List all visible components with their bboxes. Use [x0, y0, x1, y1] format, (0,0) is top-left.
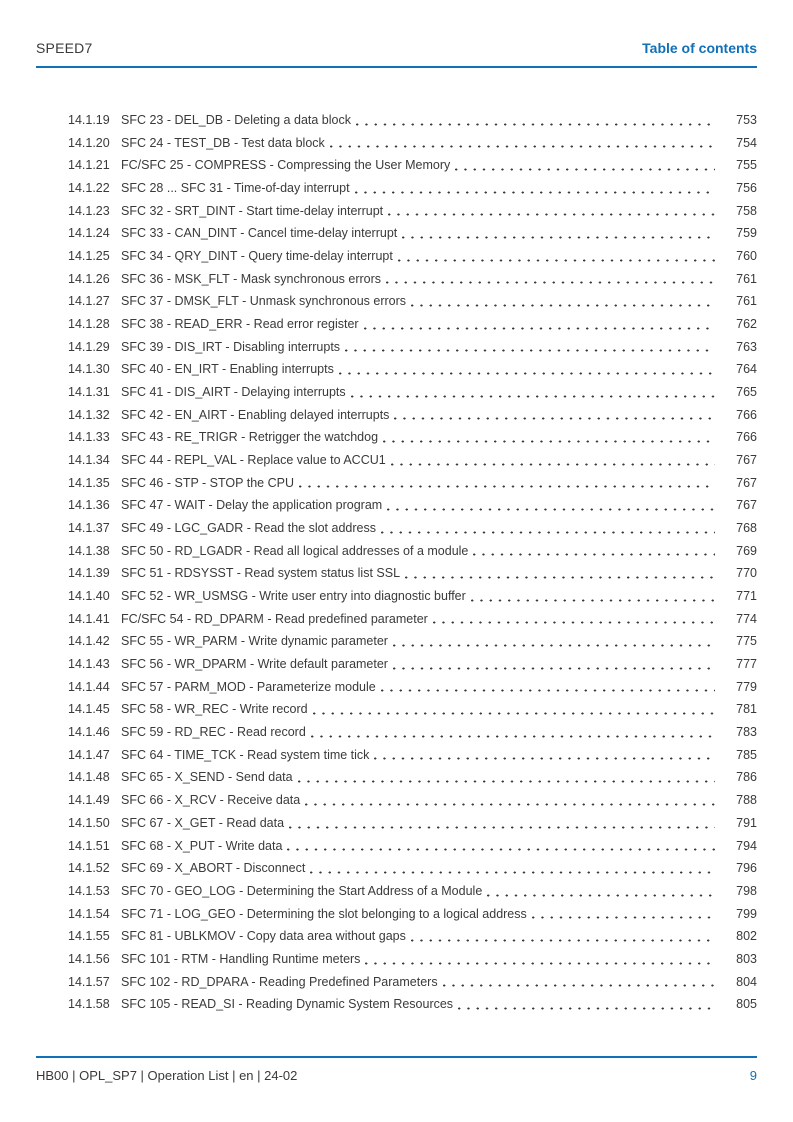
toc-entry[interactable]: [36, 630, 757, 653]
toc-entry[interactable]: [36, 766, 757, 789]
toc-entry-title: SFC 81 - UBLKMOV - Copy data area without gaps: [121, 929, 406, 944]
toc-entry[interactable]: [36, 880, 757, 903]
header-section-title: Table of contents: [642, 40, 757, 56]
toc-entry-title: SFC 52 - WR_USMSG - Write user entry into diagnostic buffer: [121, 589, 466, 604]
toc-entry-page: 754: [736, 135, 757, 150]
toc-entry-title: SFC 37 - DMSK_FLT - Unmask synchronous errors: [121, 294, 407, 309]
toc-entry-page: 758: [736, 203, 757, 218]
toc-entry-page: 770: [736, 566, 757, 581]
toc-entry-page: 755: [736, 158, 757, 173]
toc-entry-title: SFC 28 ... SFC 31 - Time-of-day interrupt: [121, 181, 350, 196]
toc-dot-leader: [354, 109, 715, 132]
toc-entry-page: 779: [736, 679, 757, 694]
toc-entry[interactable]: [36, 449, 757, 472]
toc-entry-page: 767: [736, 453, 757, 468]
toc-entry[interactable]: [36, 290, 757, 313]
toc-dot-leader: [303, 789, 715, 812]
toc-entry-number: 14.1.27: [68, 294, 110, 309]
toc-entry-title: SFC 49 - LGC_GADR - Read the slot address: [121, 521, 376, 536]
toc-entry-title: SFC 65 - X_SEND - Send data: [121, 770, 293, 785]
toc-entry[interactable]: [36, 948, 757, 971]
toc-entry-title: SFC 67 - X_GET - Read data: [121, 815, 285, 830]
toc-entry-number: 14.1.32: [68, 407, 110, 422]
toc-dot-leader: [409, 925, 715, 948]
toc-entry[interactable]: [36, 993, 757, 1016]
toc-entry[interactable]: [36, 358, 757, 381]
toc-entry-page: 753: [736, 113, 757, 127]
toc-dot-leader: [285, 835, 715, 858]
toc-entry-page: 777: [736, 657, 757, 672]
toc-entry-page: 766: [736, 430, 757, 445]
toc-entry-page: 771: [736, 589, 757, 604]
toc-dot-leader: [530, 903, 715, 926]
toc-entry-title: SFC 36 - MSK_FLT - Mask synchronous errors: [121, 271, 382, 286]
toc-entry-number: 14.1.47: [68, 747, 110, 762]
toc-entry-page: 763: [736, 339, 757, 354]
toc-dot-leader: [362, 313, 715, 336]
toc-dot-leader: [403, 562, 715, 585]
toc-entry-title: SFC 66 - X_RCV - Receive data: [121, 793, 301, 808]
toc-dot-leader: [287, 812, 715, 835]
page-footer: [36, 1068, 757, 1083]
toc-entry-title: SFC 24 - TEST_DB - Test data block: [121, 135, 325, 150]
toc-entry-number: 14.1.41: [68, 611, 110, 626]
toc-entry-title: SFC 39 - DIS_IRT - Disabling interrupts: [121, 339, 341, 354]
toc-list: [36, 109, 757, 1016]
toc-entry[interactable]: [36, 472, 757, 495]
toc-dot-leader: [389, 449, 715, 472]
toc-entry-number: 14.1.40: [68, 589, 110, 604]
toc-entry[interactable]: [36, 404, 757, 427]
toc-entry-number: 14.1.19: [68, 113, 110, 127]
toc-dot-leader: [385, 494, 715, 517]
toc-entry[interactable]: [36, 744, 757, 767]
toc-entry[interactable]: [36, 381, 757, 404]
toc-dot-leader: [379, 517, 715, 540]
toc-entry-title: SFC 51 - RDSYSST - Read system status list SSL: [121, 566, 401, 581]
toc-entry-title: SFC 59 - RD_REC - Read record: [121, 725, 306, 740]
toc-entry-title: SFC 101 - RTM - Handling Runtime meters: [121, 951, 361, 966]
toc-entry-number: 14.1.23: [68, 203, 110, 218]
toc-entry-number: 14.1.39: [68, 566, 110, 581]
toc-entry-title: SFC 102 - RD_DPARA - Reading Predefined Parameters: [121, 974, 438, 989]
toc-entry-number: 14.1.44: [68, 679, 110, 694]
toc-entry[interactable]: [36, 268, 757, 291]
toc-entry-title: SFC 70 - GEO_LOG - Determining the Start Address of a Module: [121, 883, 483, 898]
toc-entry-number: 14.1.22: [68, 181, 110, 196]
toc-dot-leader: [353, 177, 715, 200]
toc-entry-page: 765: [736, 385, 757, 400]
toc-entry-title: SFC 68 - X_PUT - Write data: [121, 838, 283, 853]
toc-entry-title: SFC 23 - DEL_DB - Deleting a data block: [121, 113, 351, 127]
toc-entry-page: 761: [736, 271, 757, 286]
toc-dot-leader: [409, 290, 715, 313]
toc-entry-number: 14.1.56: [68, 951, 110, 966]
toc-entry[interactable]: [36, 789, 757, 812]
toc-entry-page: 767: [736, 475, 757, 490]
toc-dot-leader: [469, 585, 715, 608]
toc-dot-leader: [343, 336, 715, 359]
toc-dot-leader: [349, 381, 715, 404]
toc-entry-page: 766: [736, 407, 757, 422]
toc-dot-leader: [456, 993, 715, 1016]
toc-entry-number: 14.1.25: [68, 249, 110, 264]
toc-entry-number: 14.1.20: [68, 135, 110, 150]
toc-dot-leader: [384, 268, 715, 291]
toc-dot-leader: [400, 222, 715, 245]
toc-entry-number: 14.1.30: [68, 362, 110, 377]
toc-entry-number: 14.1.43: [68, 657, 110, 672]
toc-entry-number: 14.1.50: [68, 815, 110, 830]
toc-dot-leader: [379, 676, 715, 699]
toc-entry-page: 788: [736, 793, 757, 808]
toc-entry[interactable]: [36, 698, 757, 721]
toc-entry-number: 14.1.33: [68, 430, 110, 445]
toc-entry[interactable]: [36, 245, 757, 268]
toc-entry-page: 761: [736, 294, 757, 309]
toc-entry-title: SFC 43 - RE_TRIGR - Retrigger the watchdog: [121, 430, 379, 445]
toc-dot-leader: [431, 608, 715, 631]
toc-entry[interactable]: [36, 835, 757, 858]
toc-entry-title: SFC 44 - REPL_VAL - Replace value to ACCU1: [121, 453, 386, 468]
toc-dot-leader: [441, 971, 715, 994]
toc-entry-title: SFC 34 - QRY_DINT - Query time-delay interrupt: [121, 249, 393, 264]
toc-entry-title: SFC 71 - LOG_GEO - Determining the slot belonging to a logical address: [121, 906, 527, 921]
toc-entry[interactable]: [36, 336, 757, 359]
toc-entry-page: 804: [736, 974, 757, 989]
toc-entry-number: 14.1.53: [68, 883, 110, 898]
toc-entry-number: 14.1.49: [68, 793, 110, 808]
toc-entry-title: SFC 46 - STP - STOP the CPU: [121, 475, 294, 490]
toc-entry-number: 14.1.42: [68, 634, 110, 649]
toc-dot-leader: [386, 200, 715, 223]
toc-dot-leader: [381, 426, 715, 449]
toc-entry-title: SFC 42 - EN_AIRT - Enabling delayed interrupts: [121, 407, 390, 422]
toc-entry-page: 799: [736, 906, 757, 921]
toc-entry[interactable]: [36, 313, 757, 336]
toc-entry-number: 14.1.54: [68, 906, 110, 921]
toc-entry-page: 767: [736, 498, 757, 513]
toc-entry-number: 14.1.37: [68, 521, 110, 536]
toc-entry-title: SFC 55 - WR_PARM - Write dynamic parameter: [121, 634, 388, 649]
toc-entry-page: 774: [736, 611, 757, 626]
toc-entry-title: SFC 58 - WR_REC - Write record: [121, 702, 308, 717]
toc-entry-page: 769: [736, 543, 757, 558]
toc-entry[interactable]: [36, 721, 757, 744]
toc-dot-leader: [308, 857, 715, 880]
toc-entry-page: 803: [736, 951, 757, 966]
toc-dot-leader: [311, 698, 715, 721]
toc-entry-title: SFC 50 - RD_LGADR - Read all logical addresses of a module: [121, 543, 469, 558]
toc-entry-number: 14.1.48: [68, 770, 110, 785]
toc-entry-number: 14.1.24: [68, 226, 110, 241]
toc-entry-title: SFC 32 - SRT_DINT - Start time-delay interrupt: [121, 203, 384, 218]
toc-entry-title: SFC 69 - X_ABORT - Disconnect: [121, 861, 306, 876]
toc-entry-page: 783: [736, 725, 757, 740]
footer-divider: [36, 1056, 757, 1058]
header-brand: SPEED7: [36, 40, 93, 56]
toc-entry[interactable]: [36, 608, 757, 631]
toc-entry-number: 14.1.26: [68, 271, 110, 286]
toc-entry[interactable]: [36, 562, 757, 585]
toc-entry-page: 768: [736, 521, 757, 536]
toc-dot-leader: [391, 630, 715, 653]
toc-entry[interactable]: [36, 177, 757, 200]
toc-entry[interactable]: [36, 676, 757, 699]
toc-entry-title: SFC 105 - READ_SI - Reading Dynamic System Resources: [121, 997, 454, 1012]
header-divider: [36, 66, 757, 68]
toc-entry[interactable]: [36, 109, 757, 132]
toc-entry[interactable]: [36, 653, 757, 676]
toc-entry-page: 805: [736, 997, 757, 1012]
toc-dot-leader: [363, 948, 715, 971]
toc-dot-leader: [485, 880, 715, 903]
toc-entry-page: 786: [736, 770, 757, 785]
footer-document-id: HB00 | OPL_SP7 | Operation List | en | 24-02: [36, 1068, 298, 1083]
toc-dot-leader: [471, 540, 715, 563]
toc-entry-title: SFC 33 - CAN_DINT - Cancel time-delay interrupt: [121, 226, 398, 241]
toc-entry-number: 14.1.36: [68, 498, 110, 513]
toc-entry-number: 14.1.38: [68, 543, 110, 558]
toc-dot-leader: [372, 744, 715, 767]
toc-entry-title: FC/SFC 54 - RD_DPARM - Read predefined parameter: [121, 611, 428, 626]
toc-entry-title: SFC 40 - EN_IRT - Enabling interrupts: [121, 362, 334, 377]
toc-entry-title: SFC 56 - WR_DPARM - Write default parameter: [121, 657, 388, 672]
toc-entry-number: 14.1.51: [68, 838, 110, 853]
toc-dot-leader: [328, 132, 715, 155]
toc-entry[interactable]: [36, 154, 757, 177]
toc-entry-page: 796: [736, 861, 757, 876]
toc-entry-page: 802: [736, 929, 757, 944]
toc-entry-title: SFC 64 - TIME_TCK - Read system time tick: [121, 747, 370, 762]
toc-entry[interactable]: [36, 426, 757, 449]
toc-entry[interactable]: [36, 132, 757, 155]
toc-entry-page: 759: [736, 226, 757, 241]
page-header: [36, 40, 757, 56]
toc-dot-leader: [297, 472, 715, 495]
toc-entry-page: 781: [736, 702, 757, 717]
toc-dot-leader: [396, 245, 715, 268]
toc-entry-page: 760: [736, 249, 757, 264]
toc-entry-page: 798: [736, 883, 757, 898]
toc-entry-number: 14.1.46: [68, 725, 110, 740]
toc-entry[interactable]: [36, 517, 757, 540]
toc-entry-title: SFC 41 - DIS_AIRT - Delaying interrupts: [121, 385, 346, 400]
toc-entry[interactable]: [36, 971, 757, 994]
toc-entry[interactable]: [36, 494, 757, 517]
toc-dot-leader: [309, 721, 715, 744]
toc-entry-page: 794: [736, 838, 757, 853]
toc-dot-leader: [296, 766, 715, 789]
toc-entry-page: 785: [736, 747, 757, 762]
toc-dot-leader: [337, 358, 715, 381]
toc-entry-number: 14.1.52: [68, 861, 110, 876]
toc-entry-number: 14.1.55: [68, 929, 110, 944]
toc-entry-title: SFC 38 - READ_ERR - Read error register: [121, 317, 359, 332]
toc-entry-page: 756: [736, 181, 757, 196]
footer-page-number: 9: [749, 1068, 757, 1083]
toc-dot-leader: [391, 653, 715, 676]
toc-entry-page: 762: [736, 317, 757, 332]
toc-entry-number: 14.1.28: [68, 317, 110, 332]
toc-entry-number: 14.1.29: [68, 339, 110, 354]
toc-entry[interactable]: [36, 812, 757, 835]
toc-entry-number: 14.1.21: [68, 158, 110, 173]
toc-entry[interactable]: [36, 540, 757, 563]
toc-entry-number: 14.1.31: [68, 385, 110, 400]
toc-entry-title: SFC 47 - WAIT - Delay the application program: [121, 498, 383, 513]
toc-entry-number: 14.1.45: [68, 702, 110, 717]
toc-entry-page: 764: [736, 362, 757, 377]
toc-entry-number: 14.1.57: [68, 974, 110, 989]
toc-entry-page: 775: [736, 634, 757, 649]
toc-entry[interactable]: [36, 903, 757, 926]
toc-entry-title: FC/SFC 25 - COMPRESS - Compressing the User Memory: [121, 158, 451, 173]
toc-entry-number: 14.1.35: [68, 475, 110, 490]
toc-entry-number: 14.1.34: [68, 453, 110, 468]
toc-dot-leader: [453, 154, 715, 177]
toc-entry-number: 14.1.58: [68, 997, 110, 1012]
toc-dot-leader: [392, 404, 715, 427]
toc-entry-title: SFC 57 - PARM_MOD - Parameterize module: [121, 679, 376, 694]
toc-entry[interactable]: [36, 925, 757, 948]
toc-entry[interactable]: [36, 200, 757, 223]
toc-entry-page: 791: [736, 815, 757, 830]
toc-entry[interactable]: [36, 585, 757, 608]
toc-entry[interactable]: [36, 857, 757, 880]
toc-entry[interactable]: [36, 222, 757, 245]
